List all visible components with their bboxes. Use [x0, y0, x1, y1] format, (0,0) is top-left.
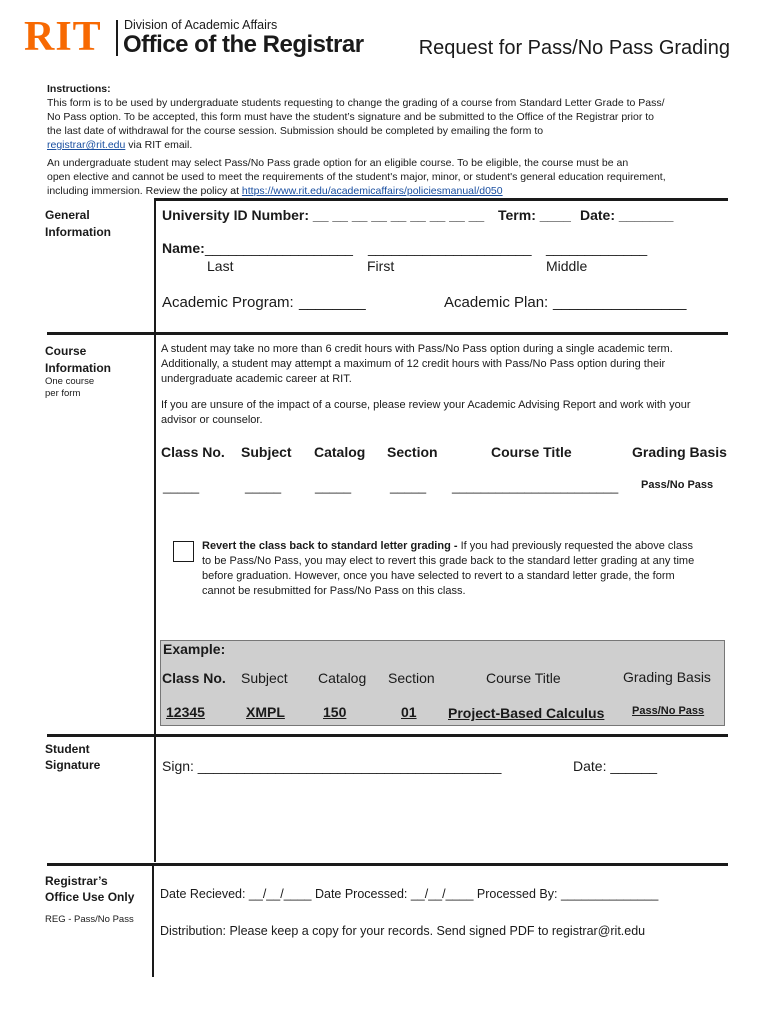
distribution-line: Distribution: Please keep a copy for your records. Send signed PDF to registrar@rit.edu [160, 924, 646, 938]
course-title-header: Course Title [491, 444, 572, 460]
example-class-no: 12345 [166, 704, 205, 720]
section-rule [155, 198, 728, 201]
university-id-field[interactable]: University ID Number: __ __ __ __ __ __ __ __ __ [162, 207, 485, 223]
academic-plan-field[interactable]: ________________ [553, 294, 687, 311]
signature-label: Signature [45, 758, 101, 772]
advising-line: If you are unsure of the impact of a course, please review your Academic Advising Report and work with your [161, 399, 691, 411]
instructions-line: the last date of withdrawal for the course session. Submission should be completed by emailing the form to [47, 125, 544, 137]
section-header: Section [387, 444, 438, 460]
section-divider [154, 737, 156, 862]
name-label: Name: [162, 240, 205, 256]
section-divider [154, 335, 156, 735]
course-info-sub: One course [45, 376, 95, 387]
example-subject-header: Subject [241, 670, 288, 686]
signature-date-field[interactable]: Date: ______ [573, 758, 658, 774]
registrar-email-link[interactable]: registrar@rit.edu [47, 139, 126, 151]
logo-divider [116, 20, 118, 56]
revert-line: to be Pass/No Pass, you may elect to revert this grade back to the standard letter grading at any time [202, 555, 695, 567]
class-no-header: Class No. [161, 444, 225, 460]
section-rule [47, 863, 728, 866]
example-subject: XMPL [246, 704, 285, 720]
section-field[interactable]: _____ [390, 479, 427, 494]
rit-logo: RIT [24, 14, 102, 60]
example-catalog-header: Catalog [318, 670, 367, 686]
revert-text [202, 539, 732, 599]
example-catalog: 150 [323, 704, 347, 720]
credit-limit-line: undergraduate academic career at RIT. [161, 373, 352, 385]
grading-basis-value: Pass/No Pass [641, 479, 714, 491]
processing-line: Date Recieved: __/__/____ Date Processed: __/__/____ Processed By: ______________ [160, 887, 659, 901]
signature-label: Student [45, 742, 90, 756]
academic-program-field[interactable]: ________ [299, 294, 366, 311]
instructions-heading: Instructions: [47, 83, 111, 95]
first-name-caption: First [367, 258, 395, 274]
course-title-field[interactable]: _______________________ [452, 479, 619, 494]
example-section: 01 [401, 704, 417, 720]
middle-name-caption: Middle [546, 258, 588, 274]
policy-link[interactable]: https://www.rit.edu/academicaffairs/policiesmanual/d050 [241, 185, 503, 197]
instructions [47, 82, 727, 198]
section-divider [154, 198, 156, 333]
eligibility-line: An undergraduate student may select Pass/No Pass grade option for an eligible course. To be eligible, the course must be an [47, 157, 629, 169]
revert-line: before graduation. However, once you have selected to revert to a standard letter grade, the form [202, 570, 675, 582]
general-info-label: General Information [45, 208, 111, 239]
division-name: Division of Academic Affairs [124, 18, 278, 32]
example-course-title-header: Course Title [486, 670, 561, 686]
last-name-field[interactable]: ___________________ [205, 240, 353, 256]
section-rule [47, 332, 728, 335]
catalog-field[interactable]: _____ [315, 479, 352, 494]
last-name-caption: Last [207, 258, 234, 274]
revert-checkbox[interactable] [173, 541, 194, 562]
example-class-no-header: Class No. [162, 670, 226, 686]
example-course-title: Project-Based Calculus [448, 705, 605, 721]
class-no-field[interactable]: _____ [163, 479, 200, 494]
revert-line: cannot be resubmitted for Pass/No Pass on this class. [202, 585, 466, 597]
subject-field[interactable]: _____ [245, 479, 282, 494]
example-title: Example: [163, 641, 226, 657]
advising-line: advisor or counselor. [161, 414, 263, 426]
eligibility-line: including immersion. Review the policy at [47, 185, 242, 197]
office-use-label: Office Use Only [45, 890, 135, 904]
academic-program-label: Academic Program: [162, 294, 294, 311]
academic-plan-label: Academic Plan: [444, 294, 549, 311]
reg-code: REG - Pass/No Pass [45, 914, 134, 925]
office-use-label: Registrar’s [45, 874, 108, 888]
section-rule [47, 734, 728, 737]
grading-basis-header: Grading Basis [632, 444, 727, 460]
revert-line: If you had previously requested the above class [460, 540, 693, 552]
course-info-label: Course Information [45, 344, 111, 375]
example-section-header: Section [388, 670, 435, 686]
instructions-line: No Pass option. To be accepted, this form must have the student’s signature and be submitted to the Office of the Registrar prior to [47, 111, 655, 123]
signature-field[interactable]: Sign: _______________________________________ [162, 758, 502, 774]
example-grading-basis: Pass/No Pass [632, 705, 705, 717]
date-field[interactable]: Date: _______ [580, 207, 674, 223]
email-suffix: via RIT email. [125, 139, 193, 151]
course-info-sub: per form [45, 388, 81, 399]
revert-title: Revert the class back to standard letter grading - [202, 540, 461, 552]
credit-limit-line: Additionally, a student may attempt a maximum of 12 credit hours with Pass/No Pass option during their [161, 358, 666, 370]
instructions-line: This form is to be used by undergraduate students requesting to change the grading of a course from Standard Letter Grade to Pass/ [47, 97, 665, 109]
first-name-field[interactable]: _____________________ [368, 240, 532, 256]
term-field[interactable]: Term: ____ [498, 207, 571, 223]
document-title: Request for Pass/No Pass Grading [418, 37, 730, 59]
middle-name-field[interactable]: _____________ [546, 240, 648, 256]
subject-header: Subject [241, 444, 292, 460]
section-divider [152, 866, 154, 977]
catalog-header: Catalog [314, 444, 366, 460]
example-grading-basis-header: Grading Basis [623, 669, 711, 685]
credit-limit-line: A student may take no more than 6 credit hours with Pass/No Pass option during a single academic term. [161, 343, 673, 355]
eligibility-line: open elective and cannot be used to meet the requirements of the student's major, minor, or student's general education requirement, [47, 171, 666, 183]
office-name: Office of the Registrar [123, 31, 364, 58]
